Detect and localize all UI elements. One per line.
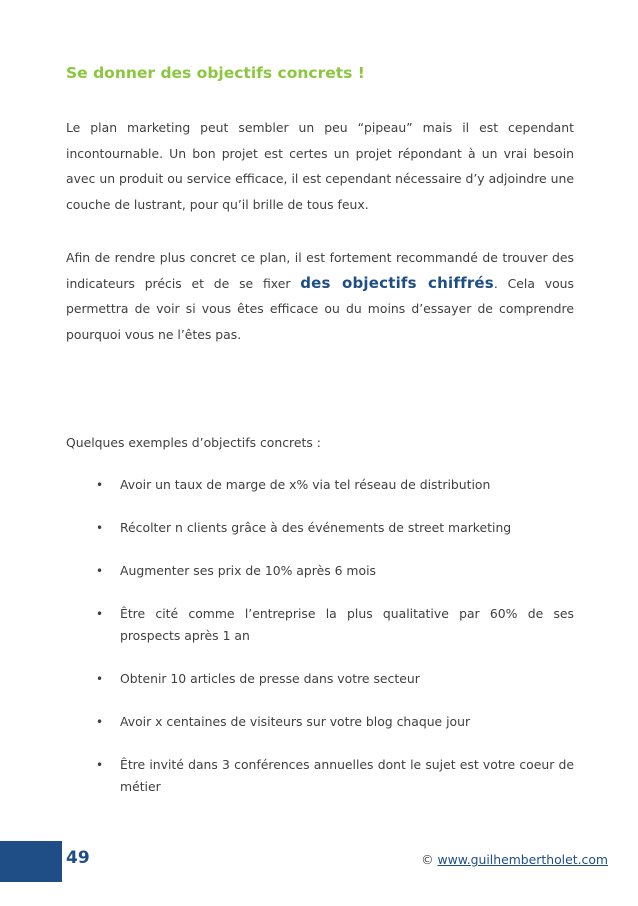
page-number: 49 [66, 848, 90, 868]
list-item-text: Obtenir 10 articles de presse dans votre secteur [120, 671, 420, 686]
list-item [96, 474, 574, 496]
paragraph-objectives-text-end: . Cela vous permettra de voir si vous êtes efficace ou du moins d’essayer de comprendre pourquoi vous ne l’êtes pas. [66, 275, 574, 342]
list-item-text: Avoir un taux de marge de x% via tel réseau de distribution [120, 477, 491, 492]
paragraph-intro: Le plan marketing peut sembler un peu “pipeau” mais il est cependant incontournable. Un bon projet est certes un projet répondant à un vrai besoin avec un produit ou service efficace, il est cependant nécessaire d’y adjoindre une couche de lustrant, pour qu’il brille de tous feux. [66, 120, 574, 212]
paragraph-objectives [66, 245, 574, 347]
copyright-symbol: © [421, 852, 434, 867]
list-item-text: Récolter n clients grâce à des événements de street marketing [120, 520, 512, 535]
footer-website [421, 852, 608, 867]
bullet-icon: • [96, 521, 104, 535]
bullet-icon: • [96, 715, 104, 729]
bullet-icon: • [96, 478, 104, 492]
list-item [96, 754, 574, 798]
list-item [96, 560, 574, 582]
bullet-icon: • [96, 607, 104, 621]
list-item [96, 668, 574, 690]
bullet-icon: • [96, 564, 104, 578]
paragraph-objectives-text-start: Afin de rendre plus concret ce plan, il est fortement recommandé de trouver des indicateurs précis et de se fixer [66, 250, 574, 291]
emphasis-objectifs-chiffres: des objectifs chiffrés [300, 273, 494, 292]
list-item [96, 517, 574, 539]
list-item-text: Avoir x centaines de visiteurs sur votre blog chaque jour [120, 714, 471, 729]
examples-intro: Quelques exemples d’objectifs concrets : [66, 435, 321, 450]
footer-accent-bar [0, 841, 62, 882]
list-item [96, 711, 574, 733]
bullet-icon: • [96, 758, 104, 772]
bullet-icon: • [96, 672, 104, 686]
list-item-text: Être invité dans 3 conférences annuelles dont le sujet est votre coeur de métier [120, 757, 574, 794]
list-item-text: Être cité comme l’entreprise la plus qualitative par 60% de ses prospects après 1 an [120, 606, 574, 643]
list-item [96, 603, 574, 647]
website-link[interactable]: www.guilhembertholet.com [437, 852, 608, 867]
examples-list [96, 474, 574, 798]
list-item-text: Augmenter ses prix de 10% après 6 mois [120, 563, 376, 578]
section-heading: Se donner des objectifs concrets ! [66, 64, 365, 82]
